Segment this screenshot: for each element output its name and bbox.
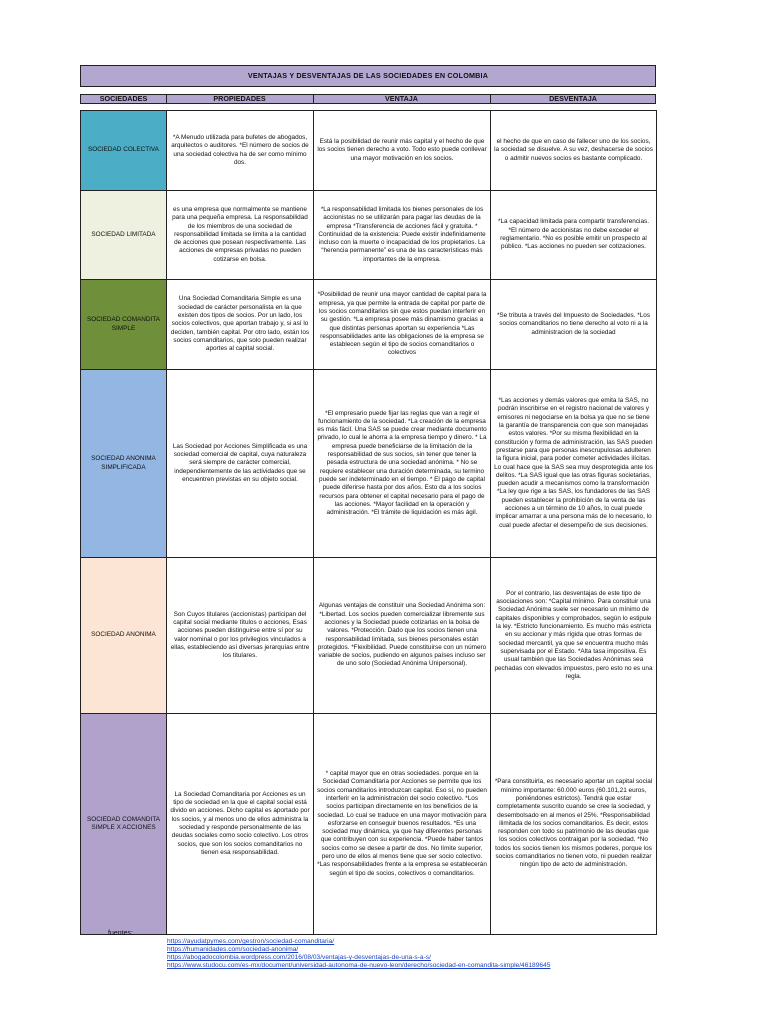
page-title: VENTAJAS Y DESVENTAJAS DE LAS SOCIEDADES EN COLOMBIA [80,65,656,87]
fuentes-label: fuentes: [108,930,133,937]
ventaja-cell: *La responsabilidad limitada los bienes personales de los accionistas no se utilizarán para pagar las deudas de la empresa *Transferencia de acciones fácil y gratuita. * Continuidad de la existencia: Puede existir indefinidamente incluso con la muerte o incapacidad de los propietarios. La “herencia permanente” es una de las características más importantes de la empresa. [314,191,491,280]
sociedades-table [80,110,657,935]
source-link[interactable]: https://ayudatpymes.com/gestron/sociedad-comanditaria/ [167,938,335,945]
desventaja-cell: Por el contrario, las desventajas de este tipo de asociaciones son: *Capital mínimo. Para constituir una Sociedad Anónima suele ser necesario un mínimo de capitales disponibles y comprobados, según lo estipule la ley. *Estricto funcionamiento. Es mucho más estricta en su accionar y más rígida que otras formas de sociedad mercantil, ya que se encuentra mucho más supervisada por el Estado. *Alta tasa impositiva. Es usual también que las Sociedades Anónimas sea pechadas con elevados impuestos, pero esto no es una regla. [491,558,657,714]
ventaja-cell: *El empresario puede fijar las reglas que van a regir el funcionamiento de la sociedad. *La creación de la empresa es más fácil. Una SAS se puede crear mediante documento privado, lo cual le ahorra a la empresa tiempo y dinero. * La empresa puede beneficiarse de la limitación de la responsabilidad de sus socios, sin tener que tener la pesada estructura de una sociedad anónima. * No se requiere establecer una duración determinada, su termino puede ser indeterminado en el tiempo. * El pago de capital puede diferirse hasta por dos años. Esto da a los socios recursos para obtener el capital necesario para el pago de las acciones. *Mayor facilidad en la operación y administración. *El trámite de liquidación es más ágil. [314,370,491,558]
sociedad-name: SOCIEDAD LIMITADA [81,191,167,280]
sociedad-name: SOCIEDAD COMANDITA SIMPLE [81,280,167,370]
desventaja-cell: el hecho de que en caso de fallecer uno de los socios, la sociedad se disuelve. A su vez, deshacerse de socios o admitir nuevos socios es bastante complicado. [491,111,657,191]
fuentes-links [167,938,550,970]
header-divider [490,94,491,104]
ventaja-cell: *Posibilidad de reunir una mayor cantidad de capital para la empresa, ya que permite la entrada de capital por parte de los socios comanditarios sin que estos puedan interferir en su gestión. *La empresa posee más dinamismo gracias a que distintas personas aportan su experiencia *Las responsabilidades ante las obligaciones de la empresa se establecen según el tipo de socios comanditarios o colectivos [314,280,491,370]
table-row [81,191,657,280]
table-row [81,714,657,935]
header-divider [313,94,314,104]
table-row [81,558,657,714]
ventaja-cell: Está la posibilidad de reunir más capital y el hecho de que los socios tienen derecho a voto. Todo esto puede conllevar una mayor motivación en los socios. [314,111,491,191]
propiedades-cell: Una Sociedad Comanditaria Simple es una sociedad de carácter personalista en la que existen dos tipos de socios. Por un lado, los socios colectivos, que aportan trabajo y, si así lo deciden, también capital. Por otro lado, están los socios comanditarios, que solo pueden realizar aportes al capital social. [167,280,314,370]
sociedad-name: SOCIEDAD ANONIMA [81,558,167,714]
propiedades-cell: es una empresa que normalmente se mantiene para una pequeña empresa. La responsabilidad de los miembros de una sociedad de responsabilidad limitada se limita a la cantidad de acciones que posean respectivamente. Las acciones de empresas privadas no pueden cotizarse en bolsa. [167,191,314,280]
sociedad-name: SOCIEDAD ANONIMA SIMPLIFICADA [81,370,167,558]
table-row [81,280,657,370]
header-propiedades: PROPIEDADES [213,94,266,103]
source-link[interactable]: https://abogadocolombia.wordpress.com/2016/08/03/ventajas-y-desventajas-de-una-s-a-s/ [167,954,431,961]
propiedades-cell: *A Menudo utilizada para bufetes de abogados, arquitectos o auditores. *El número de socios de una sociedad colectiva ha de ser como mínimo dos. [167,111,314,191]
header-divider [166,94,167,104]
table-row [81,370,657,558]
sociedad-name: SOCIEDAD COMANDITA SIMPLE X ACCIONES [81,714,167,935]
header-sociedades: SOCIEDADES [99,94,148,103]
header-desventaja: DESVENTAJA [549,94,597,103]
desventaja-cell: *Se tributa a través del Impuesto de Sociedades. *Los socios comanditarios no tiene derecho al voto ni a la administracion de la sociedad [491,280,657,370]
sociedad-name: SOCIEDAD COLECTIVA [81,111,167,191]
propiedades-cell: Las Sociedad por Acciones Simplificada es una sociedad comercial de capital, cuya naturaleza será siempre de carácter comercial, independientemente de las actividades que se encuentren previstas en su objeto social. [167,370,314,558]
source-link[interactable]: https://humanidades.com/sociedad-anonima/ [167,946,299,953]
propiedades-cell: La Sociedad Comanditaria por Acciones es un tipo de sociedad en la que el capital social está divido en acciones. Dicho capital es aportado por los socios, y al menos uno de ellos administra la sociedad y responde personalmente de las deudas sociales como socio colectivo. Los otros socios, que son los socios comanditarios no tienen esa responsabilidad. [167,714,314,935]
header-ventaja: VENTAJA [384,94,418,103]
propiedades-cell: Son Cuyos titulares (accionistas) participan del capital social mediante títulos o acciones, Esas acciones pueden distinguirse entre sí por su valor nominal o por los privilegios vinculados a ellas, estableciendo así diversas jerarquías entre los titulares. [167,558,314,714]
table-header [80,94,656,104]
table-row [81,111,657,191]
desventaja-cell: *Para constituirla, es necesario aportar un capital social mínimo importante: 60.000 euros (60.101,21 euros, poniéndones estrictos). Tendrá que estar completamente suscrito cuando se cree la sociedad, y desembolsado en al menos el 25%. *Responsabilidad ilimitada de los socios comanditarios. Es decir, estos responden con todo su patrimonio de las deudas que los socios colectivos contraigan por la sociedad. *No todos los socios tienen los mismos poderes, porque los socios comanditarios no tienen voto, ni pueden realizar ningún tipo de acto de administración. [491,714,657,935]
ventaja-cell: Algunas ventajas de constituir una Sociedad Anónima son: *Libertad. Los socios pueden comercializar libremente sus acciones y la Sociedad puede cotizarlas en la bolsa de valores. *Protección. Dado que los socios tienen una responsabilidad limitada, sus bienes personales están protegidos. *Flexibilidad. Puede constituirse con un número variable de socios, pudiendo en algunos países incluso ser de uno solo (Sociedad Anónima Unipersonal). [314,558,491,714]
desventaja-cell: *Las acciones y demás valores que emita la SAS, no podrán inscribirse en el registro nacional de valores y emisores ni negociarse en la bolsa ya que no se tiene la garantía de transparencia con que son manejadas estos valores. *Por su misma flexibilidad en la constitución y forma de administración, las SAS pueden prestarse para que personas inescrupulosas adulteren la figura inicial, para poder cometer actividades ilícitas. Lo cual hace que la SAS sea muy desprotegida ante los delitos. *La SAS igual que las otras figuras societarias, pueden acudir a mecanismos como la transformación *La ley que rige a las SAS, los fundadores de las SAS pueden establecer la prohibición de la venta de las acciones a un término de 10 años, lo cual puede implicar amarrar a una persona más de lo necesario, lo cual puede afectar el desempeño de sus decisiones. [491,370,657,558]
desventaja-cell: *La capacidad limitada para compartir transferencias. *El número de accionistas no debe exceder el reglamentario. *No es posible emitir un prospecto al público. *Las acciones no pueden ser cotizaciones. [491,191,657,280]
source-link[interactable]: https://www.studocu.com/es-mx/document/universidad-autonoma-de-nuevo-leon/derecho/sociedad-en-comandita-simple/46189645 [167,962,551,969]
ventaja-cell: * capital mayor que en otras sociedades. porque en la Sociedad Comanditaria por Acciones se permite que los socios comanditarios introduzcan capital. Eso sí, no pueden interferir en la administración del socio colectivo. *Los socios participan directamente en los beneficios de la sociedad. Lo cual se traduce en una mayor motivación para esforzarse en conseguir buenos resultados. *Es una sociedad muy dinámica, ya que hay diferentes personas que contribuyen con su experiencia. *Puede haber tantos socios como se desee a partir de dos. No límite superior, pero uno de ellos al menos tiene que ser socio colectivo. *Las responsabilidades frente a la empresa se establecerán según el tipo de socios, colectivos o comanditarios. [314,714,491,935]
